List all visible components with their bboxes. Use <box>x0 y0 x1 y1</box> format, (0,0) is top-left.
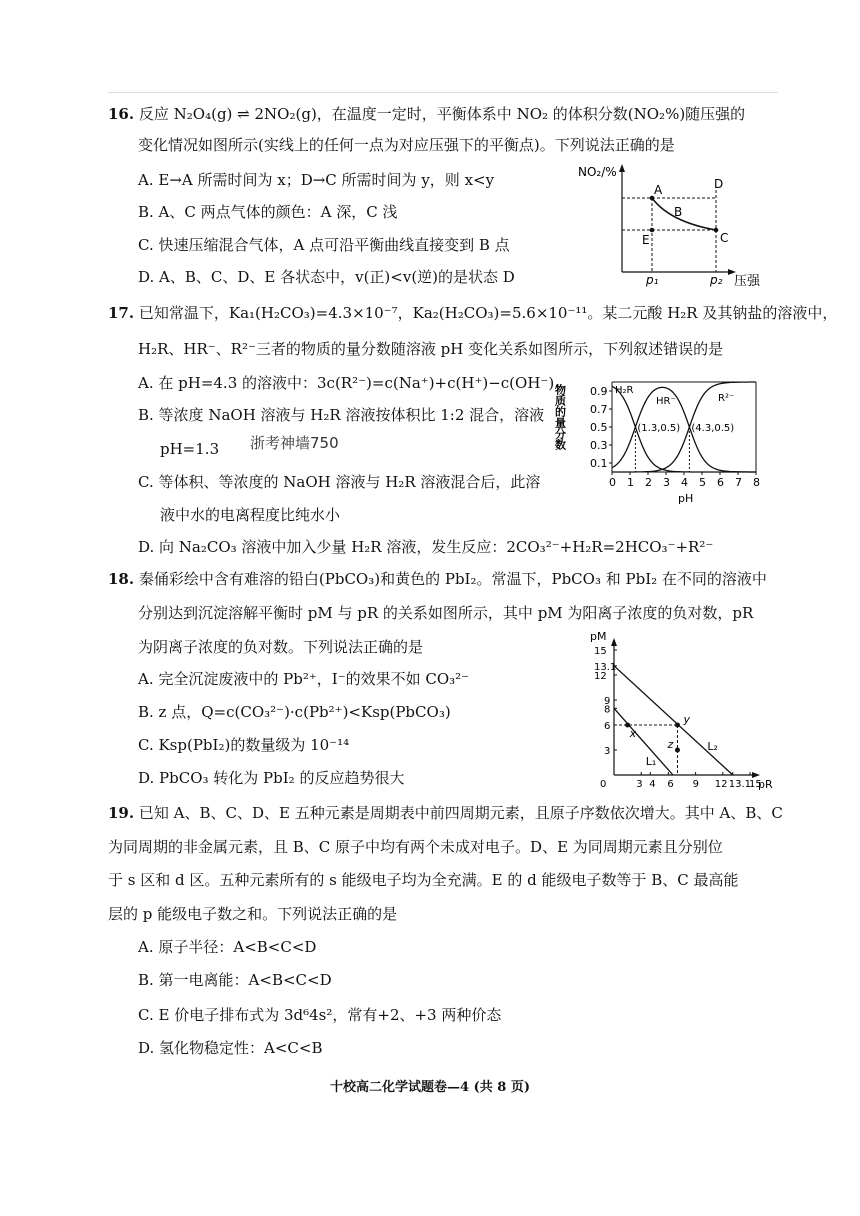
q16-y-arrow <box>619 164 625 172</box>
q17-series-2-curve <box>612 382 756 472</box>
q17-option-a: A. 在 pH=4.3 的溶液中：3c(R²⁻)=c(Na⁺)+c(H⁺)−c(OH⁻) <box>138 374 555 392</box>
q17-ytick-label: 0.3 <box>590 439 608 452</box>
q17-xtick-label: 4 <box>681 476 688 489</box>
q17-number: 17. <box>108 304 135 322</box>
q18-ytick-label: 12 <box>594 671 607 682</box>
q18-point-z-label: z <box>667 738 674 751</box>
q17-ytick-label: 0.5 <box>590 421 608 434</box>
q16-point-a: A <box>654 183 663 197</box>
q18-y-arrow <box>611 638 617 646</box>
q18-xtick-label: 13.1 <box>728 779 752 790</box>
q19-stem2: 为同周期的非金属元素，且 B、C 原子中均有两个未成对电子。D、E 为同周期元素且分别位 <box>108 838 723 856</box>
q17-series-label: H₂R <box>615 385 634 396</box>
q18-xtick-label: 6 <box>667 779 674 790</box>
q16-number: 16. <box>108 105 135 123</box>
q18-xtick-label: 9 <box>692 779 699 790</box>
q18-series-label-l2: L₂ <box>707 740 718 753</box>
q18-option-a: A. 完全沉淀废液中的 Pb²⁺，I⁻的效果不如 CO₃²⁻ <box>138 670 470 688</box>
watermark-text: 浙考神墙750 <box>250 434 339 452</box>
q18-xlabel: pR <box>758 778 773 791</box>
q16-point-b: B <box>674 205 683 219</box>
q18-ytick-label: 13.1 <box>594 661 617 673</box>
q17-series-label: R²⁻ <box>718 393 735 404</box>
q17-xtick-label: 7 <box>735 476 742 489</box>
q16-point-d: D <box>714 177 724 191</box>
q18-option-d: D. PbCO₃ 转化为 PbI₂ 的反应趋势很大 <box>138 769 405 787</box>
q16-stem1: 反应 N₂O₄(g) ⇌ 2NO₂(g)，在温度一定时，平衡体系中 NO₂ 的体积分数(NO₂%)随压强的 <box>138 105 746 123</box>
q18-point-y-dot <box>675 723 680 728</box>
q17-chart <box>553 372 772 506</box>
q17-xlabel: pH <box>678 492 694 505</box>
q16-ylabel: NO₂/% <box>578 165 617 179</box>
q19-number: 19. <box>108 804 135 822</box>
q17-ytick-label: 0.7 <box>590 403 608 416</box>
q18-xtick-label: 3 <box>636 779 643 790</box>
q16-point-e: E <box>642 233 650 247</box>
q17-option-d: D. 向 Na₂CO₃ 溶液中加入少量 H₂R 溶液，发生反应：2CO₃²⁻+H₂R=2HCO₃⁻+R²⁻ <box>138 538 714 556</box>
q18-ytick-label: 6 <box>604 721 611 732</box>
q18-xtick-label: 4 <box>649 779 656 790</box>
q18-point-x-label: x <box>629 727 637 740</box>
q16-stem2: 变化情况如图所示(实线上的任何一点为对应压强下的平衡点)。下列说法正确的是 <box>138 136 675 154</box>
q17-series-label: HR⁻ <box>656 396 676 407</box>
q19-stem-line1 <box>108 802 783 824</box>
q17-xtick-label: 6 <box>717 476 724 489</box>
q18-series-label-l1: L₁ <box>645 755 657 768</box>
q18-ytick-label: 8 <box>604 704 611 716</box>
q18-xtick-label: 12 <box>714 779 728 790</box>
page-footer: 十校高二化学试题卷—4 (共 8 页) <box>330 1080 530 1095</box>
q18-xtick-label: 0 <box>600 779 607 790</box>
q17-series-0-curve <box>612 386 756 472</box>
q16-tick-p1: p₁ <box>646 273 659 287</box>
top-rule <box>108 92 778 93</box>
q17-ytick-label: 0.1 <box>590 457 608 470</box>
q18-option-c: C. Ksp(PbI₂)的数量级为 10⁻¹⁴ <box>138 736 350 754</box>
q18-point-z-dot <box>675 748 680 753</box>
q17-stem1: 已知常温下，Ka₁(H₂CO₃)=4.3×10⁻⁷，Ka₂(H₂CO₃)=5.6×10⁻¹¹。某二元酸 H₂R 及其钠盐的溶液中， <box>138 304 838 322</box>
q17-annotation-2: (4.3,0.5) <box>691 423 735 434</box>
q16-xlabel: 压强 <box>734 274 761 289</box>
q17-xtick-label: 3 <box>663 476 670 489</box>
q18-stem-line1 <box>108 568 767 590</box>
q17-option-c-cont: 液中水的电离程度比纯水小 <box>160 506 341 524</box>
q17-option-b-cont: pH=1.3 <box>160 440 220 458</box>
q18-stem2: 分别达到沉淀溶解平衡时 pM 与 pR 的关系如图所示，其中 pM 为阳离子浓度的负对数，pR <box>138 604 754 622</box>
q17-stem-line1 <box>108 302 837 324</box>
q18-stem3: 为阴离子浓度的负对数。下列说法正确的是 <box>138 638 424 656</box>
q18-series-line <box>614 708 673 775</box>
q16-point-c: C <box>720 231 729 245</box>
q18-xtick-label: 15 <box>749 779 762 790</box>
q17-series-1-curve <box>612 387 756 472</box>
q18-stem1: 秦俑彩绘中含有难溶的铅白(PbCO₃)和黄色的 PbI₂。常温下，PbCO₃ 和 PbI₂ 在不同的溶液中 <box>138 570 767 588</box>
q18-number: 18. <box>108 570 135 588</box>
q19-stem1: 已知 A、B、C、D、E 五种元素是周期表中前四周期元素，且原子序数依次增大。其中 A、B、C <box>138 804 783 822</box>
q17-stem2: H₂R、HR⁻、R²⁻三者的物质的量分数随溶液 pH 变化关系如图所示，下列叙述错误的是 <box>138 340 724 358</box>
q17-xtick-label: 2 <box>645 476 652 489</box>
q18-option-b: B. z 点，Q=c(CO₃²⁻)·c(Pb²⁺)<Ksp(PbCO₃) <box>138 703 451 721</box>
q16-chart <box>570 160 770 289</box>
q18-ylabel: pM <box>590 630 607 643</box>
q17-xtick-label: 5 <box>699 476 706 489</box>
q17-xtick-label: 1 <box>627 476 634 489</box>
q19-option-a: A. 原子半径：A<B<C<D <box>138 938 317 956</box>
q17-ylabel: 物质的量分数 <box>553 384 567 450</box>
q17-annotation-1: (1.3,0.5) <box>637 423 681 434</box>
q19-stem3: 于 s 区和 d 区。五种元素所有的 s 能级电子均为全充满。E 的 d 能级电子数等于 B、C 最高能 <box>108 871 739 889</box>
q16-option-b: B. A、C 两点气体的颜色：A 深，C 浅 <box>138 203 398 221</box>
q16-option-d: D. A、B、C、D、E 各状态中，v(正)<v(逆)的是状态 D <box>138 268 515 286</box>
q16-stem-line1 <box>108 103 745 125</box>
q18-point-y-label: y <box>683 713 690 726</box>
q18-ytick-label: 9 <box>604 696 611 707</box>
q18-series-line <box>614 666 733 775</box>
q16-point-e-dot <box>650 228 655 233</box>
q18-ytick-label: 3 <box>604 746 611 757</box>
q17-option-c: C. 等体积、等浓度的 NaOH 溶液与 H₂R 溶液混合后，此溶 <box>138 473 541 491</box>
q19-option-d: D. 氢化物稳定性：A<C<B <box>138 1039 323 1057</box>
q16-option-a: A. E→A 所需时间为 x；D→C 所需时间为 y，则 x<y <box>138 171 495 189</box>
q18-ytick-label: 15 <box>594 646 607 657</box>
q16-tick-p2: p₂ <box>710 273 723 287</box>
q18-chart <box>578 630 778 790</box>
q16-option-c: C. 快速压缩混合气体，A 点可沿平衡曲线直接变到 B 点 <box>138 236 510 254</box>
q16-point-c-dot <box>714 228 719 233</box>
q17-xtick-label: 0 <box>609 476 616 489</box>
q16-equilibrium-curve <box>652 198 716 230</box>
q19-stem4: 层的 p 能级电子数之和。下列说法正确的是 <box>108 905 398 923</box>
q17-xtick-label: 8 <box>753 476 760 489</box>
q17-option-b: B. 等浓度 NaOH 溶液与 H₂R 溶液按体积比 1:2 混合，溶液 <box>138 406 545 424</box>
q19-option-b: B. 第一电离能：A<B<C<D <box>138 971 332 989</box>
q19-option-c: C. E 价电子排布式为 3d⁶4s²，常有+2、+3 两种价态 <box>138 1006 502 1024</box>
q17-ytick-label: 0.9 <box>590 385 608 398</box>
